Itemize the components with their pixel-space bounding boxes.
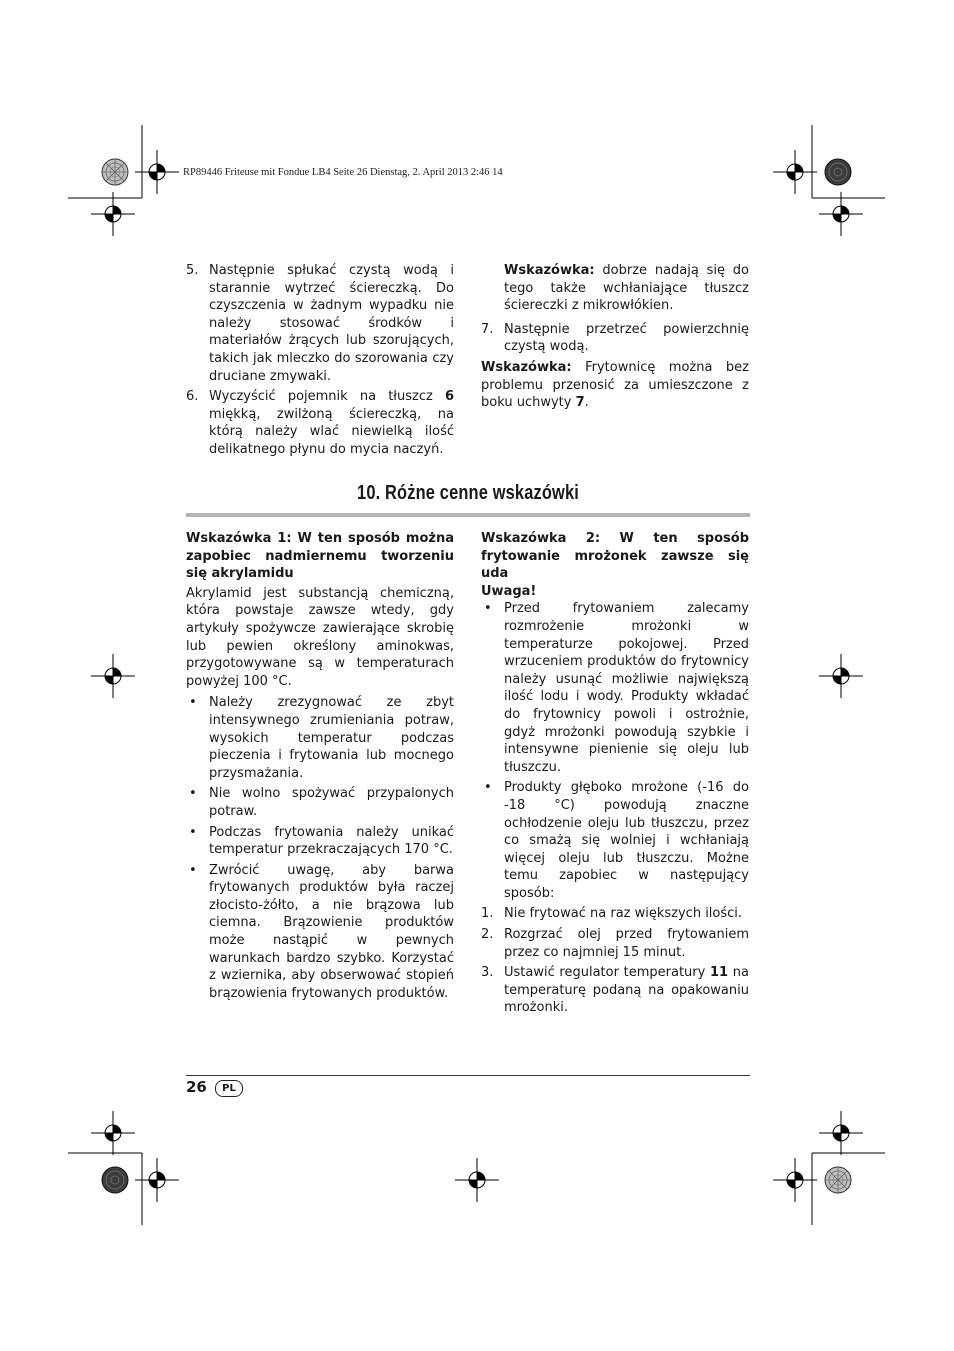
hint-paragraph	[481, 262, 749, 315]
bullet-text: Produkty głęboko mrożone (-16 do -18 °C) powodują znaczne ochłodzenie oleju lub tłuszczu, przez co smażą się wolniej i wchłaniają więcej oleju lub tłuszczu. Możne temu zapobiec w następujący sposób:	[504, 780, 749, 901]
tip-1-heading: Wskazówka 1: W ten sposób można zapobiec nadmiernemu tworzeniu się akrylamidu	[186, 531, 454, 582]
bullet-marker: •	[189, 824, 197, 840]
bullet-marker: •	[484, 780, 492, 796]
list-item	[186, 694, 454, 782]
part-reference-number: 6	[444, 389, 454, 405]
step-number: 2.	[481, 927, 494, 943]
hint-label: Wskazówka:	[481, 359, 572, 375]
step-number: 5.	[186, 263, 199, 278]
bullet-marker: •	[189, 695, 197, 711]
cleaning-steps-list	[186, 262, 454, 459]
hint-paragraph	[481, 359, 749, 412]
list-item	[186, 785, 454, 820]
bullet-text: Przed frytowaniem zalecamy rozmrożenie mrożonki w temperaturze pokojowej. Przed wrzuceniem produktów do frytownicy należy usunąć możliwie największą ilość lodu i wody. Produkty wkładać do frytownicy powoli i ostrożnie, gdyż mrożonki powodują szybkie i intensywne pienienie się oleju lub tłuszczu.	[504, 601, 749, 775]
step-number: 7.	[481, 321, 494, 337]
step-text: Następnie spłukać czystą wodą i starannie wytrzeć ściereczką. Do czyszczenia w żadnym wypadku nie należy stosować środków i materiałów żrących lub szorujących, takich jak mleczko do szorowania czy druciane zmywaki.	[209, 263, 454, 384]
list-item	[481, 905, 749, 923]
tip-2-column	[481, 530, 749, 1020]
top-left-column	[186, 262, 454, 462]
bullet-text: Należy zrezygnować ze zbyt intensywnego zrumieniania potraw, wysokich temperatur podczas pieczenia i frytowania lub mocnego przysmażania.	[209, 695, 454, 781]
top-right-column	[481, 262, 749, 415]
tip-1-bullet-list	[186, 694, 454, 1002]
hint-label: Wskazówka:	[504, 263, 595, 278]
part-reference-number: 7	[575, 395, 585, 411]
step-number: 1.	[481, 906, 494, 922]
step-text: miękką, zwilżoną ściereczką, na którą należy wlać niewielką ilość delikatnego płynu do mycia naczyń.	[209, 406, 454, 457]
language-badge: PL	[215, 1080, 243, 1097]
list-item	[186, 262, 454, 385]
tip-1-intro: Akrylamid jest substancją chemiczną, która powstaje zawsze wtedy, gdy artykuły spożywcze zawierające skrobię lub pewien określony aminokwas, przygotowywane są w temperaturach powyżej 100 °C.	[186, 585, 454, 689]
list-item	[481, 779, 749, 902]
step-text: na temperaturę podaną na opakowaniu mrożonki.	[504, 965, 749, 1016]
frozen-food-steps-list	[481, 905, 749, 1017]
step-text: Rozgrzać olej przed frytowaniem przez co najmniej 15 minut.	[504, 927, 749, 960]
bullet-text: Zwrócić uwagę, aby barwa frytowanych produktów była raczej złocisto-żółto, a nie brązowa lub ciemna. Brązowienie produktów może nastąpić w pewnych warunkach bardzo szybko. Korzystać z wziernika, aby obserwować stopień brązowienia frytowanych produktów.	[209, 862, 454, 1001]
print-slug: RP89446 Friteuse mit Fondue LB4 Seite 26 Dienstag, 2. April 2013 2:46 14	[183, 167, 503, 178]
caution-label: Uwaga!	[481, 583, 537, 599]
bullet-marker: •	[189, 862, 197, 878]
section-title-rule	[186, 513, 750, 517]
tip-2-bullet-list	[481, 600, 749, 902]
hint-text: Frytownicę można bez problemu przenosić za umieszczone z boku uchwyty	[481, 359, 749, 411]
step-number: 6.	[186, 389, 199, 405]
step-text: Ustawić regulator temperatury	[504, 965, 711, 981]
page-number: 26	[186, 1078, 207, 1096]
bullet-text: Nie wolno spożywać przypalonych potraw.	[209, 786, 454, 819]
part-reference-number: 11	[710, 965, 729, 981]
list-item	[186, 388, 454, 458]
step-text: Nie frytować na raz większych ilości.	[504, 906, 743, 922]
list-item	[481, 321, 749, 356]
step-number: 3.	[481, 965, 494, 981]
list-item	[186, 862, 454, 1003]
footer-rule	[186, 1075, 750, 1076]
hint-text: .	[584, 395, 589, 411]
bullet-marker: •	[484, 601, 492, 617]
step-text: Następnie przetrzeć powierzchnię czystą wodą.	[504, 321, 749, 355]
cleaning-steps-list	[481, 321, 749, 356]
bullet-text: Podczas frytowania należy unikać temperatur przekraczających 170 °C.	[209, 824, 454, 858]
list-item	[481, 600, 749, 776]
tip-2-heading: Wskazówka 2: W ten sposób frytowanie mrożonek zawsze się uda	[481, 531, 749, 582]
hint-text: dobrze nadają się do tego także wchłaniające tłuszcz ściereczki z mikrowłókien.	[504, 263, 749, 314]
list-item	[481, 964, 749, 1017]
list-item	[481, 926, 749, 961]
tip-1-column	[186, 530, 454, 1005]
step-text: Wyczyścić pojemnik na tłuszcz	[209, 389, 445, 405]
list-item	[186, 824, 454, 859]
bullet-marker: •	[189, 786, 197, 802]
section-title: 10. Różne cenne wskazówki	[357, 482, 579, 504]
